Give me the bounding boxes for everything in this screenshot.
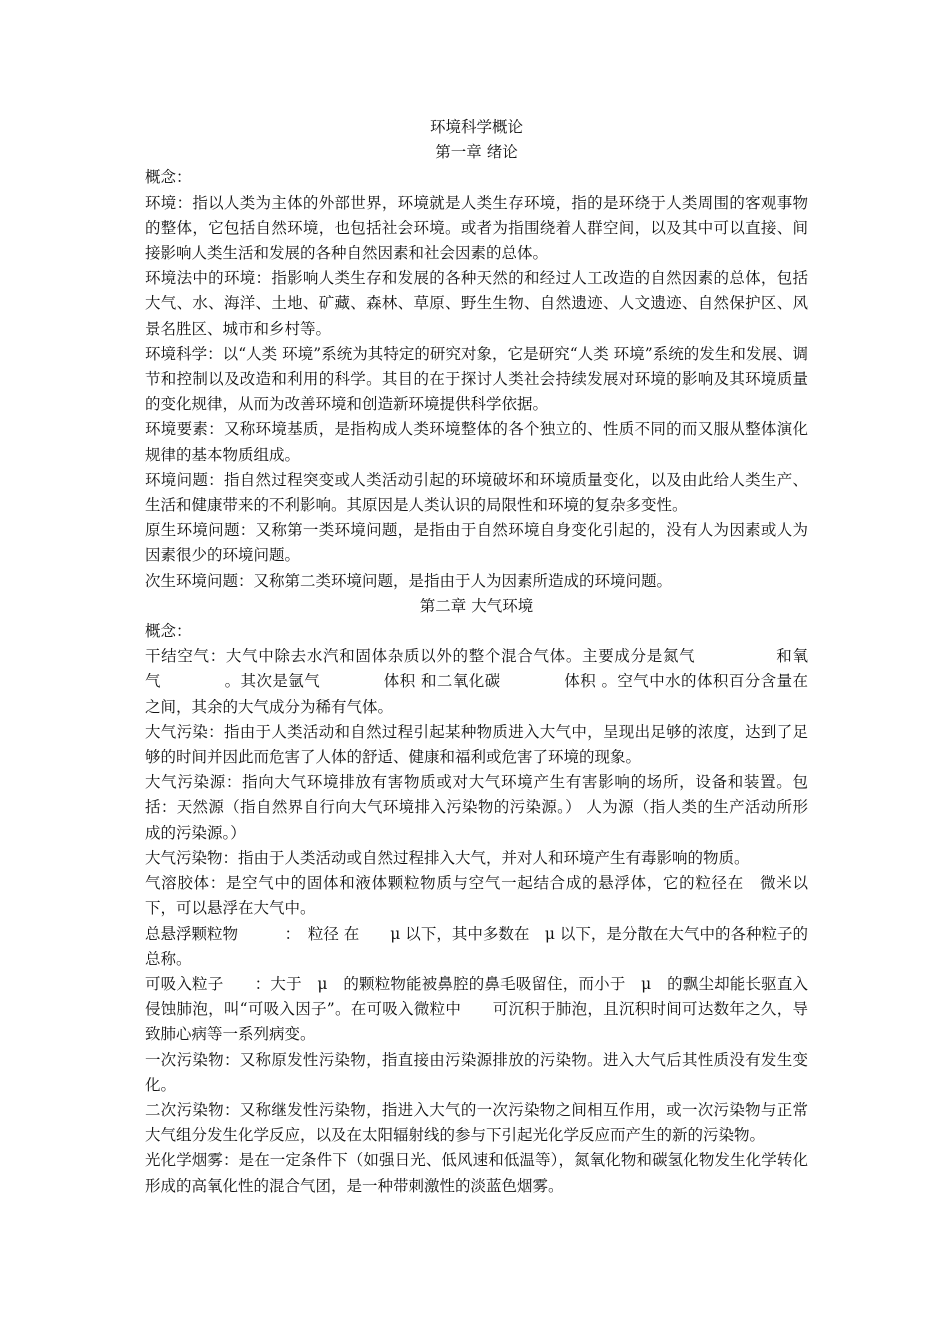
- definition-paragraph: 次生环境问题：又称第二类环境问题，是指由于人为因素所造成的环境问题。: [145, 571, 673, 590]
- definition-paragraph: 光化学烟雾：是在一定条件下（如强日光、低风速和低温等），氮氧化物和碳氢化物发生化学转化形成的高氧化性的混合气团，是一种带刺激性的淡蓝色烟雾。: [145, 1151, 808, 1195]
- definition-paragraph: 干结空气：大气中除去水汽和固体杂质以外的整个混合气体。主要成分是氮气 和氧气 。其次是氩气 体积 和二氧化碳 体积 。空气中水的体积百分含量在 之间，其余的大气成分为稀有气体。: [145, 647, 871, 716]
- chapter-2-heading: 第二章 大气环境: [419, 596, 534, 615]
- definition-paragraph: 二次污染物：又称继发性污染物，指进入大气的一次污染物之间相互作用，或一次污染物与正常大气组分发生化学反应，以及在太阳辐射线的参与下引起光化学反应而产生的新的污染物。: [145, 1100, 808, 1145]
- definition-paragraph: 气溶胶体：是空气中的固体和液体颗粒物质与空气一起结合成的悬浮体，它的粒径在 微米以下，可以悬浮在大气中。: [145, 874, 808, 918]
- definition-paragraph: 环境法中的环境：指影响人类生存和发展的各种天然的和经过人工改造的自然因素的总体，包括大气、水、海洋、土地、矿藏、森林、草原、野生生物、自然遗迹、人文遗迹、自然保护区、风景名胜区、城市和乡村等。: [145, 269, 808, 338]
- definition-paragraph: 环境科学：以“人类 环境”系统为其特定的研究对象，它是研究“人类 环境”系统的发生和发展、调节和控制以及改造和利用的科学。其目的在于探讨人类社会持续发展对环境的影响及其环境质量的变化规律，从而为改善环境和创造新环境提供科学依据。: [145, 344, 808, 414]
- document-title: 环境科学概论: [429, 118, 523, 136]
- definition-paragraph: 环境问题：指自然过程突变或人类活动引起的环境破坏和环境质量变化，以及由此给人类生产、生活和健康带来的不利影响。其原因是人类认识的局限性和环境的复杂多变性。: [145, 470, 808, 515]
- chapter-1-heading: 第一章 绪论: [435, 143, 518, 162]
- definition-paragraph: 一次污染物：又称原发性污染物，指直接由污染源排放的污染物。进入大气后其性质没有发生变化。: [145, 1050, 808, 1094]
- definition-paragraph: 环境要素：又称环境基质，是指构成人类环境整体的各个独立的、性质不同的而又服从整体演化规律的基本物质组成。: [145, 420, 808, 464]
- definition-paragraph: 环境：指以人类为主体的外部世界，环境就是人类生存环境，指的是环绕于人类周围的客观事物的整体，它包括自然环境，也包括社会环境。或者为指围绕着人群空间，以及其中可以直接、间接影响人类生活和发展的各种自然因素和社会因素的总体。: [145, 193, 808, 263]
- definition-paragraph: 原生环境问题：又称第一类环境问题，是指由于自然环境自身变化引起的，没有人为因素或人为因素很少的环境问题。: [145, 521, 808, 565]
- chapter-1-concept-label: 概念：: [145, 168, 192, 187]
- document-page: [145, 115, 871, 1199]
- definition-paragraph: 总悬浮颗粒物 ： 粒径 在 μ 以下，其中多数在 μ 以下，是分散在大气中的各种粒子的总称。: [145, 924, 808, 968]
- definition-paragraph: 可吸入粒子 ：大于 μ 的颗粒物能被鼻腔的鼻毛吸留住，而小于 μ 的飘尘却能长驱直入侵蚀肺泡，叫“可吸入因子”。在可吸入微粒中 可沉积于肺泡，且沉积时间可达数年之久，导致肺心病等一系列病变。: [145, 974, 808, 1044]
- definition-paragraph: 大气污染：指由于人类活动和自然过程引起某种物质进入大气中，呈现出足够的浓度，达到了足够的时间并因此而危害了人体的舒适、健康和福利或危害了环境的现象。: [145, 722, 808, 767]
- definition-paragraph: 大气污染源：指向大气环境排放有害物质或对大气环境产生有害影响的场所，设备和装置。包括：天然源（指自然界自行向大气环境排入污染物的污染源。） 人为源（指人类的生产活动所形成的污染源。）: [145, 773, 808, 842]
- definition-paragraph: 大气污染物：指由于人类活动或自然过程排入大气，并对人和环境产生有毒影响的物质。: [145, 848, 750, 867]
- chapter-2-concept-label: 概念：: [145, 622, 192, 641]
